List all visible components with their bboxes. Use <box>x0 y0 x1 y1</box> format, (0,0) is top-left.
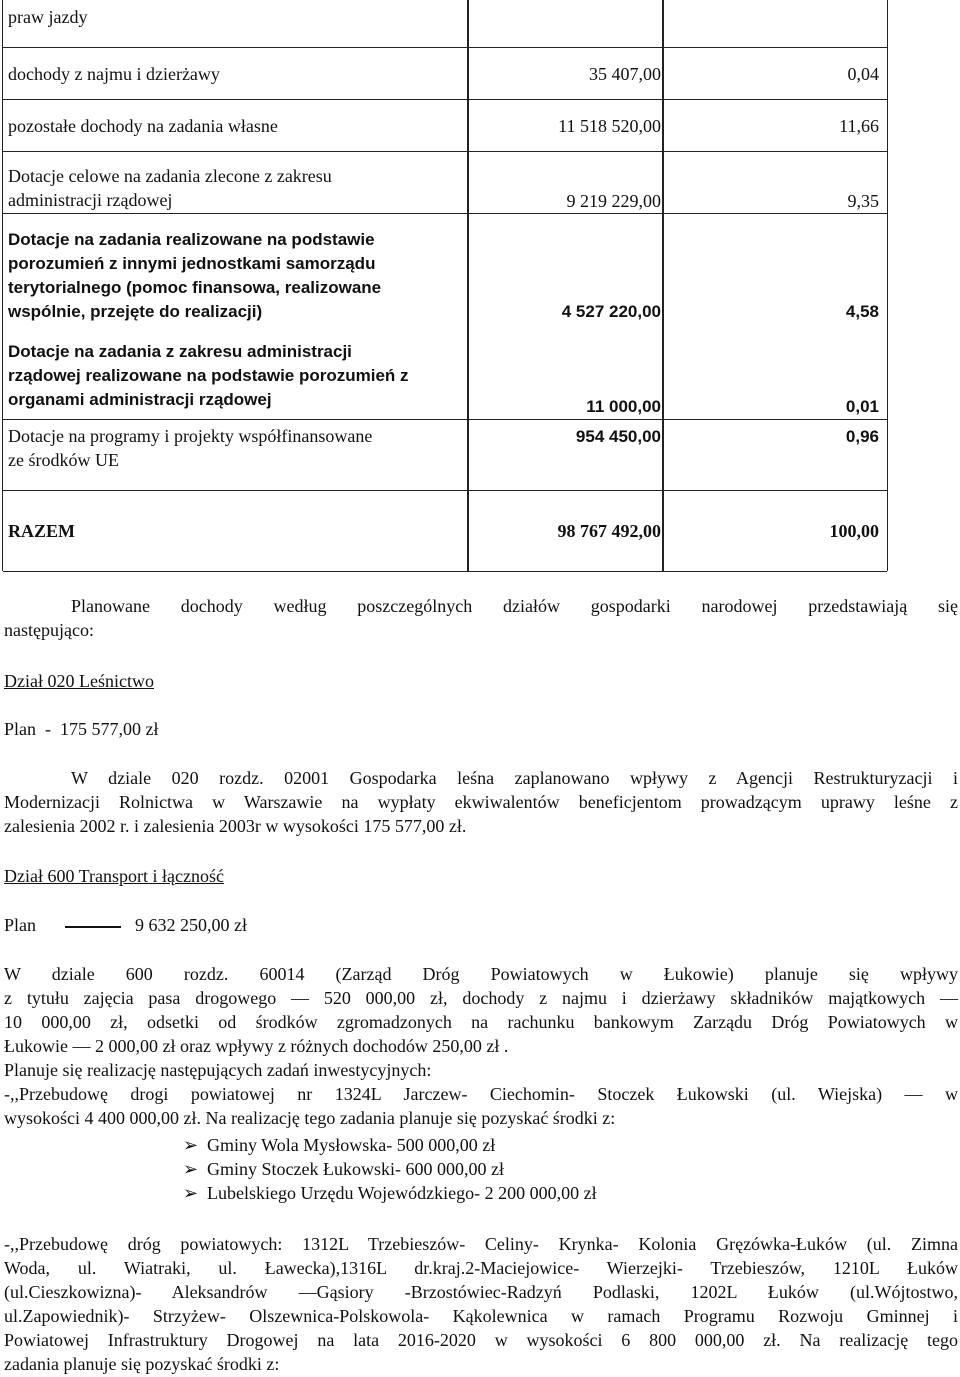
arrow-bullet-icon: ➢ <box>183 1135 199 1155</box>
table-row <box>3 420 887 491</box>
paragraph-line: Modernizacji Rolnictwa w Warszawie na wypłaty ekwiwalentów beneficjentom prowadzącym uprawy leśne z <box>4 792 958 812</box>
paragraph-line: Łukowie ― 2 000,00 zł oraz wpływy z różnych dochodów 250,00 zł . <box>4 1036 509 1056</box>
row-label: praw jazdy <box>8 7 88 27</box>
paragraph-line: W dziale 600 rozdz. 60014 (Zarząd Dróg Powiatowych w Łukowie) planuje się wpływy <box>4 964 958 984</box>
row-pct: 0,01 <box>845 397 879 416</box>
row-label: Dotacje na zadania realizowane na podstawie porozumień z innymi jednostkami samorządu terytorialnego (pomoc finansowa, realizowane wspólnie, przejęte do realizacji) <box>8 230 382 321</box>
paragraph-line: 10 000,00 zł, odsetki od środków zgromadzonych na rachunku bankowym Zarządu Dróg Powiatowych w <box>4 1012 958 1032</box>
row-pct: 100,00 <box>829 521 879 541</box>
paragraph-line: -,,Przebudowę dróg powiatowych: 1312L Trzebieszów- Celiny- Krynka- Kolonia Gręzówka-Łuków (ul. Zimna <box>4 1234 958 1254</box>
row-amount: 11 000,00 <box>586 397 661 416</box>
row-label: RAZEM <box>8 521 75 541</box>
row-label: pozostałe dochody na zadania własne <box>8 116 278 136</box>
income-table <box>2 0 888 571</box>
paragraph-line: W dziale 020 rozdz. 02001 Gospodarka leśna zaplanowano wpływy z Agencji Restrukturyzacji i <box>71 768 958 788</box>
arrow-bullet-icon: ➢ <box>183 1159 199 1179</box>
table-row <box>3 338 887 420</box>
plan-600: Plan 9 632 250,00 zł <box>4 915 248 935</box>
plan-020: Plan - 175 577,00 zł <box>4 719 159 739</box>
row-amount: 11 518 520,00 <box>558 116 661 136</box>
table-row <box>3 0 887 48</box>
row-pct: 0,96 <box>845 427 879 446</box>
table-row <box>3 48 887 100</box>
row-amount: 35 407,00 <box>589 64 661 84</box>
intro-line1: Planowane dochody według poszczególnych działów gospodarki narodowej przedstawiają się <box>71 596 958 616</box>
list-item: ➢ Gminy Wola Mysłowska- 500 000,00 zł <box>183 1135 496 1155</box>
paragraph-line: Woda, ul. Wiatraki, ul. Ławecka),1316L dr.kraj.2-Maciejowice- Wierzejki- Trzebieszów, 1210L Łuków <box>4 1258 958 1278</box>
row-label: Dotacje celowe na zadania zlecone z zakresu administracji rządowej <box>8 166 332 210</box>
intro-line2: następująco: <box>4 620 94 640</box>
row-label: Dotacje na programy i projekty współfinansowane ze środków UE <box>8 426 373 470</box>
paragraph-line: -,,Przebudowę drogi powiatowej nr 1324L Jarczew- Ciechomin- Stoczek Łukowski (ul. Wiejska) ― w <box>4 1084 958 1104</box>
row-amount: 98 767 492,00 <box>557 521 661 541</box>
table-row <box>3 100 887 152</box>
table-row <box>3 152 887 214</box>
row-pct: 9,35 <box>847 191 879 211</box>
paragraph-line: Powiatowej Infrastruktury Drogowej na lata 2016-2020 w wysokości 6 800 000,00 zł. Na realizację tego <box>4 1330 958 1350</box>
paragraph-line: Planuje się realizację następujących zadań inwestycyjnych: <box>4 1060 432 1080</box>
dash-line <box>65 926 121 928</box>
row-amount: 4 527 220,00 <box>561 302 661 321</box>
paragraph-line: zadania planuje się pozyskać środki z: <box>4 1354 280 1374</box>
row-amount: 954 450,00 <box>575 427 661 446</box>
row-pct: 11,66 <box>839 116 879 136</box>
paragraph-line: (ul.Cieszkowizna)- Aleksandrów ―Gąsiory -Brzostówiec-Radzyń Podlaski, 1202L Łuków (ul.Wójtostwo, <box>4 1282 958 1302</box>
paragraph-line: wysokości 4 400 000,00 zł. Na realizację tego zadania planuje się pozyskać środki z: <box>4 1108 616 1128</box>
list-item: ➢ Lubelskiego Urzędu Wojewódzkiego- 2 200 000,00 zł <box>183 1183 597 1203</box>
row-label: Dotacje na zadania z zakresu administracji rządowej realizowane na podstawie porozumień z organami administracji rządowej <box>8 342 409 409</box>
row-label: dochody z najmu i dzierżawy <box>8 64 220 84</box>
row-pct: 0,04 <box>847 64 879 84</box>
paragraph-line: z tytułu zajęcia pasa drogowego ― 520 000,00 zł, dochody z najmu i dzierżawy składników majątkowych ― <box>4 988 958 1008</box>
row-amount: 9 219 229,00 <box>566 191 661 211</box>
paragraph-line: ul.Zapowiednik)- Strzyżew- Olszewnica-Polskowola- Kąkolewnica w ramach Programu Rozwoju Gminnej i <box>4 1306 958 1326</box>
arrow-bullet-icon: ➢ <box>183 1183 199 1203</box>
section-heading-020: Dział 020 Leśnictwo <box>4 671 154 691</box>
table-row <box>3 214 887 338</box>
row-pct: 4,58 <box>845 302 879 321</box>
table-row-total <box>3 491 887 572</box>
paragraph-line: zalesienia 2002 r. i zalesienia 2003r w wysokości 175 577,00 zł. <box>4 816 467 836</box>
section-heading-600: Dział 600 Transport i łączność <box>4 866 224 886</box>
list-item: ➢ Gminy Stoczek Łukowski- 600 000,00 zł <box>183 1159 504 1179</box>
